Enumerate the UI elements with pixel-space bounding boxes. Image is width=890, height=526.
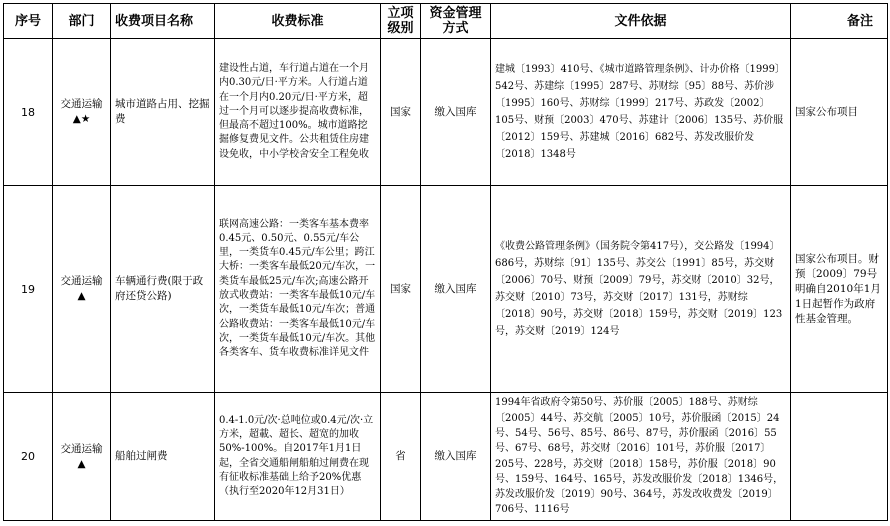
dept-label: 交通运输 xyxy=(60,442,103,455)
header-remark: 备注 xyxy=(791,4,888,39)
header-standard: 收费标准 xyxy=(215,4,381,39)
dept-mark: ▲ xyxy=(77,457,86,470)
row-remark: 国家公布项目。财预〔2009〕79号明确自2010年1月1日起暂作为政府性基金管理。 xyxy=(791,186,888,393)
row-basis: 《收费公路管理条例》（国务院令第417号），交公路发〔1994〕686号，苏财综〔91〕135号、苏交公〔1991〕85号，苏交财〔2006〕70号、财预〔2009〕79号，苏交财〔2010〕32号，苏交财〔2010〕73号，苏交财〔2017〕131号，苏财综〔2018〕90号，苏交财〔2018〕159号，苏交财〔2019〕123号，苏交财〔2019〕124号 xyxy=(491,186,791,393)
row-standard: 0.4-1.0元/次·总吨位或0.4元/次·立方米，超載、超长、超宽的加收50%-100%。自2017年1月1日起，全省交通船闸船舶过闸费在现有征收标准基础上给予20%优惠（执行至2020年12月31日） xyxy=(215,393,381,521)
row-item: 车辆通行费(限于政府还贷公路) xyxy=(111,186,215,393)
row-seq: 18 xyxy=(4,39,53,186)
row-seq: 20 xyxy=(4,393,53,521)
row-level: 国家 xyxy=(381,186,421,393)
row-fund: 缴入国库 xyxy=(421,393,491,521)
row-seq: 19 xyxy=(4,186,53,393)
row-dept xyxy=(53,186,111,393)
dept-mark: ▲★ xyxy=(72,113,91,125)
header-fund: 资金管理方式 xyxy=(421,4,491,39)
row-remark xyxy=(791,393,888,521)
row-basis: 建城〔1993〕410号、《城市道路管理条例》、计办价格〔1999〕542号、苏建综〔1995〕287号、苏财综〔95〕88号、苏价涉〔1995〕160号、苏财综〔1999〕217号、苏政发〔2002〕105号、财预〔2003〕470号、苏建计〔2006〕135号、苏价服〔2012〕159号、苏建城〔2016〕682号、苏发改服价发〔2018〕1348号 xyxy=(491,39,791,186)
fee-table xyxy=(3,3,888,521)
row-standard: 建设性占道，车行道占道在一个月内0.30元/日·平方米。人行道占道在一个月内0.20元/日·平方米，超过一个月可以逐步提高收费标准，但最高不超过100%。城市道路挖掘修复费见文件。公共租赁住房建设免收，中小学校舍安全工程免收 xyxy=(215,39,381,186)
header-row xyxy=(4,4,888,39)
table-row xyxy=(4,186,888,393)
row-basis: 1994年省政府令第50号、苏价服〔2005〕188号、苏财综〔2005〕44号、苏交航〔2005〕10号，苏价服函〔2015〕24号、54号、56号、85号、86号、87号，苏价服函〔2016〕55号、67号、68号，苏交财〔2016〕101号，苏价服〔2017〕205号、228号，苏交财〔2018〕158号，苏价服〔2018〕90号、159号、164号、165号，苏发改服价发〔2018〕1346号，苏发改服价发〔2019〕90号、364号，苏发改收费发〔2019〕706号、1116号 xyxy=(491,393,791,521)
header-item: 收费项目名称 xyxy=(111,4,215,39)
dept-label: 交通运输 xyxy=(60,275,103,287)
row-level: 省 xyxy=(381,393,421,521)
header-seq: 序号 xyxy=(4,4,53,39)
header-basis: 文件依据 xyxy=(491,4,791,39)
row-dept xyxy=(53,393,111,521)
row-item: 城市道路占用、挖掘费 xyxy=(111,39,215,186)
header-dept: 部门 xyxy=(53,4,111,39)
row-dept xyxy=(53,39,111,186)
row-fund: 缴入国库 xyxy=(421,39,491,186)
table-row xyxy=(4,39,888,186)
dept-mark: ▲ xyxy=(77,290,86,302)
header-level: 立项级别 xyxy=(381,4,421,39)
row-remark: 国家公布项目 xyxy=(791,39,888,186)
dept-label: 交通运输 xyxy=(60,98,103,110)
row-fund: 缴入国库 xyxy=(421,186,491,393)
row-standard: 联网高速公路：一类客车基本费率0.45元、0.50元、0.55元/车公里，一类货车0.45元/车公里；跨江大桥：一类客车最低20元/车次，一类货车最低25元/车次;高速公路开放式收费站：一类客车最低10元/车次，一类货车最低10元/车次；普通公路收费站：一类客车最低10元/车次，一类货车最低10元/车次。其他各类客车、货车收费标准详见文件 xyxy=(215,186,381,393)
table-row xyxy=(4,393,888,521)
row-item: 船舶过闸费 xyxy=(111,393,215,521)
row-level: 国家 xyxy=(381,39,421,186)
